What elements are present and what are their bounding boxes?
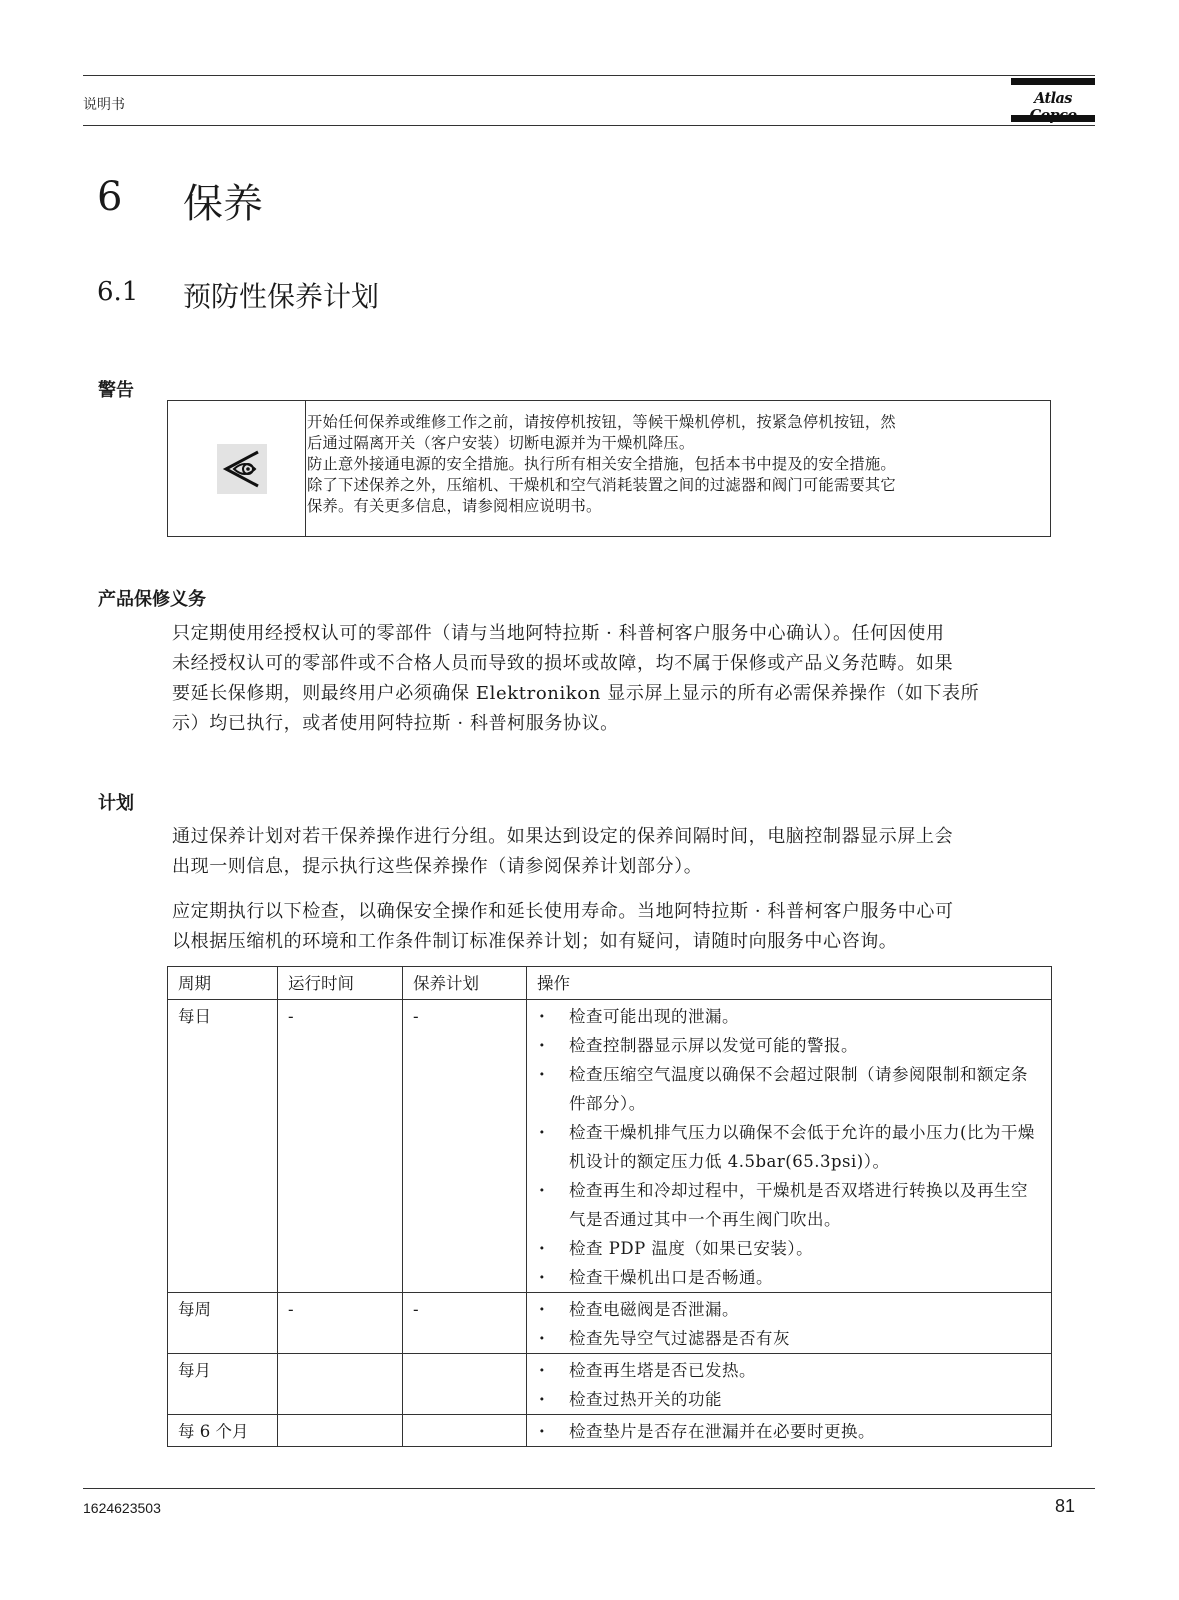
action-item: · 检查控制器显示屏以发觉可能的警报。 [537,1031,1043,1060]
actions-list [537,1002,1043,1292]
action-item: · 检查干燥机出口是否畅通。 [537,1263,1043,1292]
hours-cell [278,1354,403,1415]
plan-cell: - [403,1000,527,1293]
chapter-title: 保养 [183,181,263,227]
warning-box [167,400,1051,537]
table-row [168,1293,1052,1354]
action-item: · 检查压缩空气温度以确保不会超过限制（请参阅限制和额定条件部分）。 [537,1060,1043,1118]
hours-cell [278,1415,403,1447]
footer-rule [83,1488,1095,1489]
actions-cell [527,1293,1052,1354]
warning-heading: 警告 [98,380,134,401]
warranty-heading: 产品保修义务 [98,589,206,610]
period-cell: 每月 [168,1354,278,1415]
warranty-paragraph [172,619,1060,739]
warning-line: 保养。有关更多信息，请参阅相应说明书。 [307,497,602,515]
table-row [168,1354,1052,1415]
action-item: · 检查电磁阀是否泄漏。 [537,1295,1043,1324]
warranty-line: 示）均已执行，或者使用阿特拉斯 · 科普柯服务协议。 [172,713,619,734]
header-bottom-rule [83,125,1095,126]
atlas-copco-logo [1011,78,1095,126]
plan-cell: - [403,1293,527,1354]
action-item: · 检查过热开关的功能 [537,1385,1043,1414]
action-item: · 检查干燥机排气压力以确保不会低于允许的最小压力(比为干燥机设计的额定压力低 4.5bar(65.3psi)）。 [537,1118,1043,1176]
table-row [168,1000,1052,1293]
hours-cell: - [278,1293,403,1354]
header-top-rule [83,75,1095,76]
warning-eye-icon [217,444,267,494]
plan-cell [403,1354,527,1415]
actions-list [537,1295,1043,1353]
table-header-row [168,967,1052,1000]
plan-line: 通过保养计划对若干保养操作进行分组。如果达到设定的保养间隔时间，电脑控制器显示屏上会 [172,826,954,847]
hours-cell: - [278,1000,403,1293]
warning-icon-cell [168,401,306,536]
header-actions: 操作 [527,967,1052,1000]
header-period: 周期 [168,967,278,1000]
actions-cell [527,1415,1052,1447]
action-item: · 检查 PDP 温度（如果已安装）。 [537,1234,1043,1263]
warranty-line: 只定期使用经授权认可的零部件（请与当地阿特拉斯 · 科普柯客户服务中心确认）。任何因使用 [172,623,945,644]
actions-list [537,1417,1043,1446]
header-plan: 保养计划 [403,967,527,1000]
action-item: · 检查先导空气过滤器是否有灰 [537,1324,1043,1353]
plan-line: 出现一则信息，提示执行这些保养操作（请参阅保养计划部分）。 [172,856,703,877]
period-cell: 每日 [168,1000,278,1293]
plan-line: 以根据压缩机的环境和工作条件制订标准保养计划；如有疑问，请随时向服务中心咨询。 [172,931,898,952]
logo-bottom-bar [1011,115,1095,122]
plan-line: 应定期执行以下检查，以确保安全操作和延长使用寿命。当地阿特拉斯 · 科普柯客户服务中心可 [172,901,954,922]
table-row [168,1415,1052,1447]
period-cell: 每 6 个月 [168,1415,278,1447]
warning-line: 防止意外接通电源的安全措施。执行所有相关安全措施，包括本书中提及的安全措施。 [307,455,896,473]
period-cell: 每周 [168,1293,278,1354]
warning-line: 开始任何保养或维修工作之前，请按停机按钮，等候干燥机停机，按紧急停机按钮，然 [307,413,896,431]
header-hours: 运行时间 [278,967,403,1000]
action-item: · 检查可能出现的泄漏。 [537,1002,1043,1031]
warning-line: 除了下述保养之外，压缩机、干燥机和空气消耗装置之间的过滤器和阀门可能需要其它 [307,476,896,494]
plan-paragraph-1 [172,822,1060,882]
document-number: 1624623503 [83,1500,161,1516]
warning-text [307,412,1047,517]
warning-line: 后通过隔离开关（客户安装）切断电源并为干燥机降压。 [307,434,695,452]
logo-top-bar [1011,78,1095,85]
action-item: · 检查垫片是否存在泄漏并在必要时更换。 [537,1417,1043,1446]
actions-cell [527,1354,1052,1415]
plan-heading: 计划 [98,793,134,814]
plan-cell [403,1415,527,1447]
warranty-line: 要延长保修期，则最终用户必须确保 Elektronikon 显示屏上显示的所有必需保养操作（如下表所 [172,683,980,704]
action-item: · 检查再生塔是否已发热。 [537,1356,1043,1385]
header-title: 说明书 [83,97,125,113]
warranty-line: 未经授权认可的零部件或不合格人员而导致的损坏或故障，均不属于保修或产品义务范畴。如果 [172,653,954,674]
action-item: · 检查再生和冷却过程中，干燥机是否双塔进行转换以及再生空气是否通过其中一个再生阀门吹出。 [537,1176,1043,1234]
section-title: 预防性保养计划 [183,280,380,313]
logo-text: Atlas [1034,90,1072,107]
actions-cell [527,1000,1052,1293]
plan-paragraph-2 [172,897,1060,957]
section-number: 6.1 [97,277,139,307]
chapter-number: 6 [97,174,123,220]
page-number: 81 [1054,1496,1075,1516]
maintenance-schedule-table [167,966,1052,1447]
actions-list [537,1356,1043,1414]
